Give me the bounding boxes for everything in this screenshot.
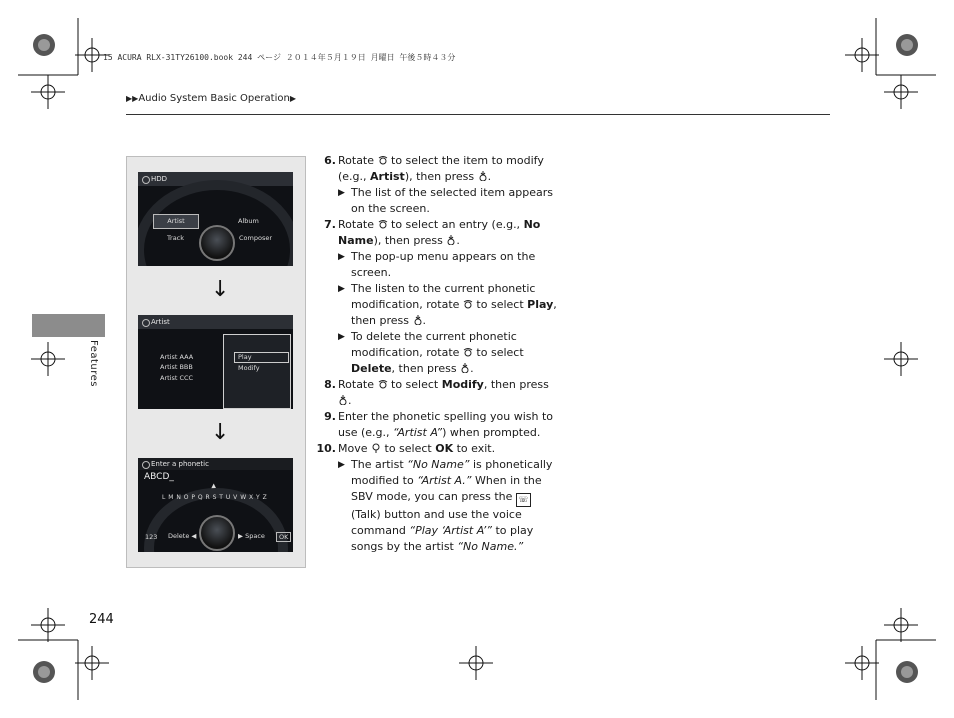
space-button[interactable]: ▶ Space (238, 532, 265, 540)
nav-stick-icon (371, 443, 381, 453)
phonetic-input-field[interactable]: ABCD_ (144, 472, 174, 482)
print-header-line: 15 ACURA RLX-31TY26100.book 244 ページ ２０１４年５月１９日 月曜日 午後５時４３分 (103, 53, 456, 62)
down-arrow-icon: ↓ (211, 277, 230, 302)
step-number: 10. (316, 442, 336, 455)
enter-icon (478, 171, 488, 181)
popup-item-play[interactable]: Play (234, 352, 289, 363)
page-number: 244 (89, 612, 114, 627)
enter-icon (413, 315, 423, 325)
header-rule (126, 114, 830, 115)
breadcrumb-end-arrow: ▶ (289, 94, 296, 103)
dial-icon (378, 155, 388, 165)
step-6-result: ▶ The list of the selected item appears on the screen. (338, 186, 554, 215)
enter-icon (460, 363, 470, 373)
step-7-play-note: ▶ The listen to the current phonetic modification, rotate to select Play, then press . (338, 282, 557, 327)
step-7-result: ▶ The pop-up menu appears on the screen. (338, 250, 536, 279)
num-key[interactable]: 123 (145, 533, 158, 541)
dial-icon (378, 219, 388, 229)
screen-title: Enter a phonetic (151, 460, 209, 468)
letter-wheel[interactable]: L M N O P Q R S T U V W X Y Z (162, 494, 268, 501)
menu-item-artist[interactable]: Artist (153, 214, 199, 229)
breadcrumb-text: Audio System Basic Operation (138, 93, 290, 104)
phonetic-icon (142, 461, 150, 469)
hdd-icon (142, 176, 150, 184)
menu-item-track[interactable]: Track (167, 234, 185, 242)
step-10: 10. Move to select OK to exit. (318, 441, 558, 457)
triangle-up-icon: ▲ (211, 482, 217, 490)
step-number: 8. (324, 378, 336, 391)
side-section-label: Features (88, 340, 99, 387)
screen-artist-list (138, 315, 293, 409)
menu-item-composer[interactable]: Composer (239, 234, 273, 242)
breadcrumb (126, 93, 296, 104)
step-8: 8. Rotate to select Modify, then press . (318, 377, 558, 409)
dial-icon (378, 379, 388, 389)
menu-item-album[interactable]: Album (238, 217, 259, 225)
screen-title-bar (138, 315, 293, 329)
screen-phonetic-entry (138, 458, 293, 552)
list-item[interactable]: Artist BBB (160, 363, 193, 371)
screen-title-bar (138, 458, 293, 470)
enter-icon (338, 395, 348, 405)
step-7-delete-note: ▶ To delete the current phonetic modification, rotate to select Delete, then press . (338, 330, 524, 375)
step-number: 6. (324, 154, 336, 167)
ok-button[interactable]: OK (276, 532, 291, 542)
screens-panel (126, 156, 306, 568)
screen-title: Artist (151, 318, 170, 326)
step-10-result: ▶ The artist “No Name” is phonetically modified to “Artist A.” When in the SBV mode, you can press the ☏ (Talk) button and use the voice command “Play ‘Artist A’” to play songs by the artist “No Name.” (338, 458, 553, 553)
down-arrow-icon: ↓ (211, 420, 230, 445)
screen-title: HDD (151, 175, 168, 183)
dial-icon (463, 299, 473, 309)
breadcrumb-arrows: ▶▶ (126, 94, 139, 103)
step-7: 7. Rotate to select an entry (e.g., No Name), then press . (318, 217, 558, 249)
dial-icon (463, 347, 473, 357)
delete-button[interactable]: Delete ◀ (168, 532, 197, 540)
section-tab (32, 314, 105, 337)
dial-knob-icon (199, 225, 235, 261)
instruction-steps (318, 153, 558, 555)
list-item[interactable]: Artist AAA (160, 353, 194, 361)
step-6: 6. Rotate to select the item to modify (e.g., Artist), then press . (318, 153, 558, 185)
screen-hdd-menu (138, 172, 293, 266)
popup-menu (223, 334, 291, 409)
talk-button-icon: ☏ (516, 493, 531, 507)
step-number: 7. (324, 218, 336, 231)
step-number: 9. (324, 410, 336, 423)
list-item[interactable]: Artist CCC (160, 374, 194, 382)
popup-item-modify[interactable]: Modify (238, 364, 260, 372)
artist-icon (142, 319, 150, 327)
enter-icon (446, 235, 456, 245)
step-9: 9. Enter the phonetic spelling you wish to use (e.g., “Artist A”) when prompted. (318, 409, 558, 441)
dial-knob-icon (199, 515, 235, 551)
